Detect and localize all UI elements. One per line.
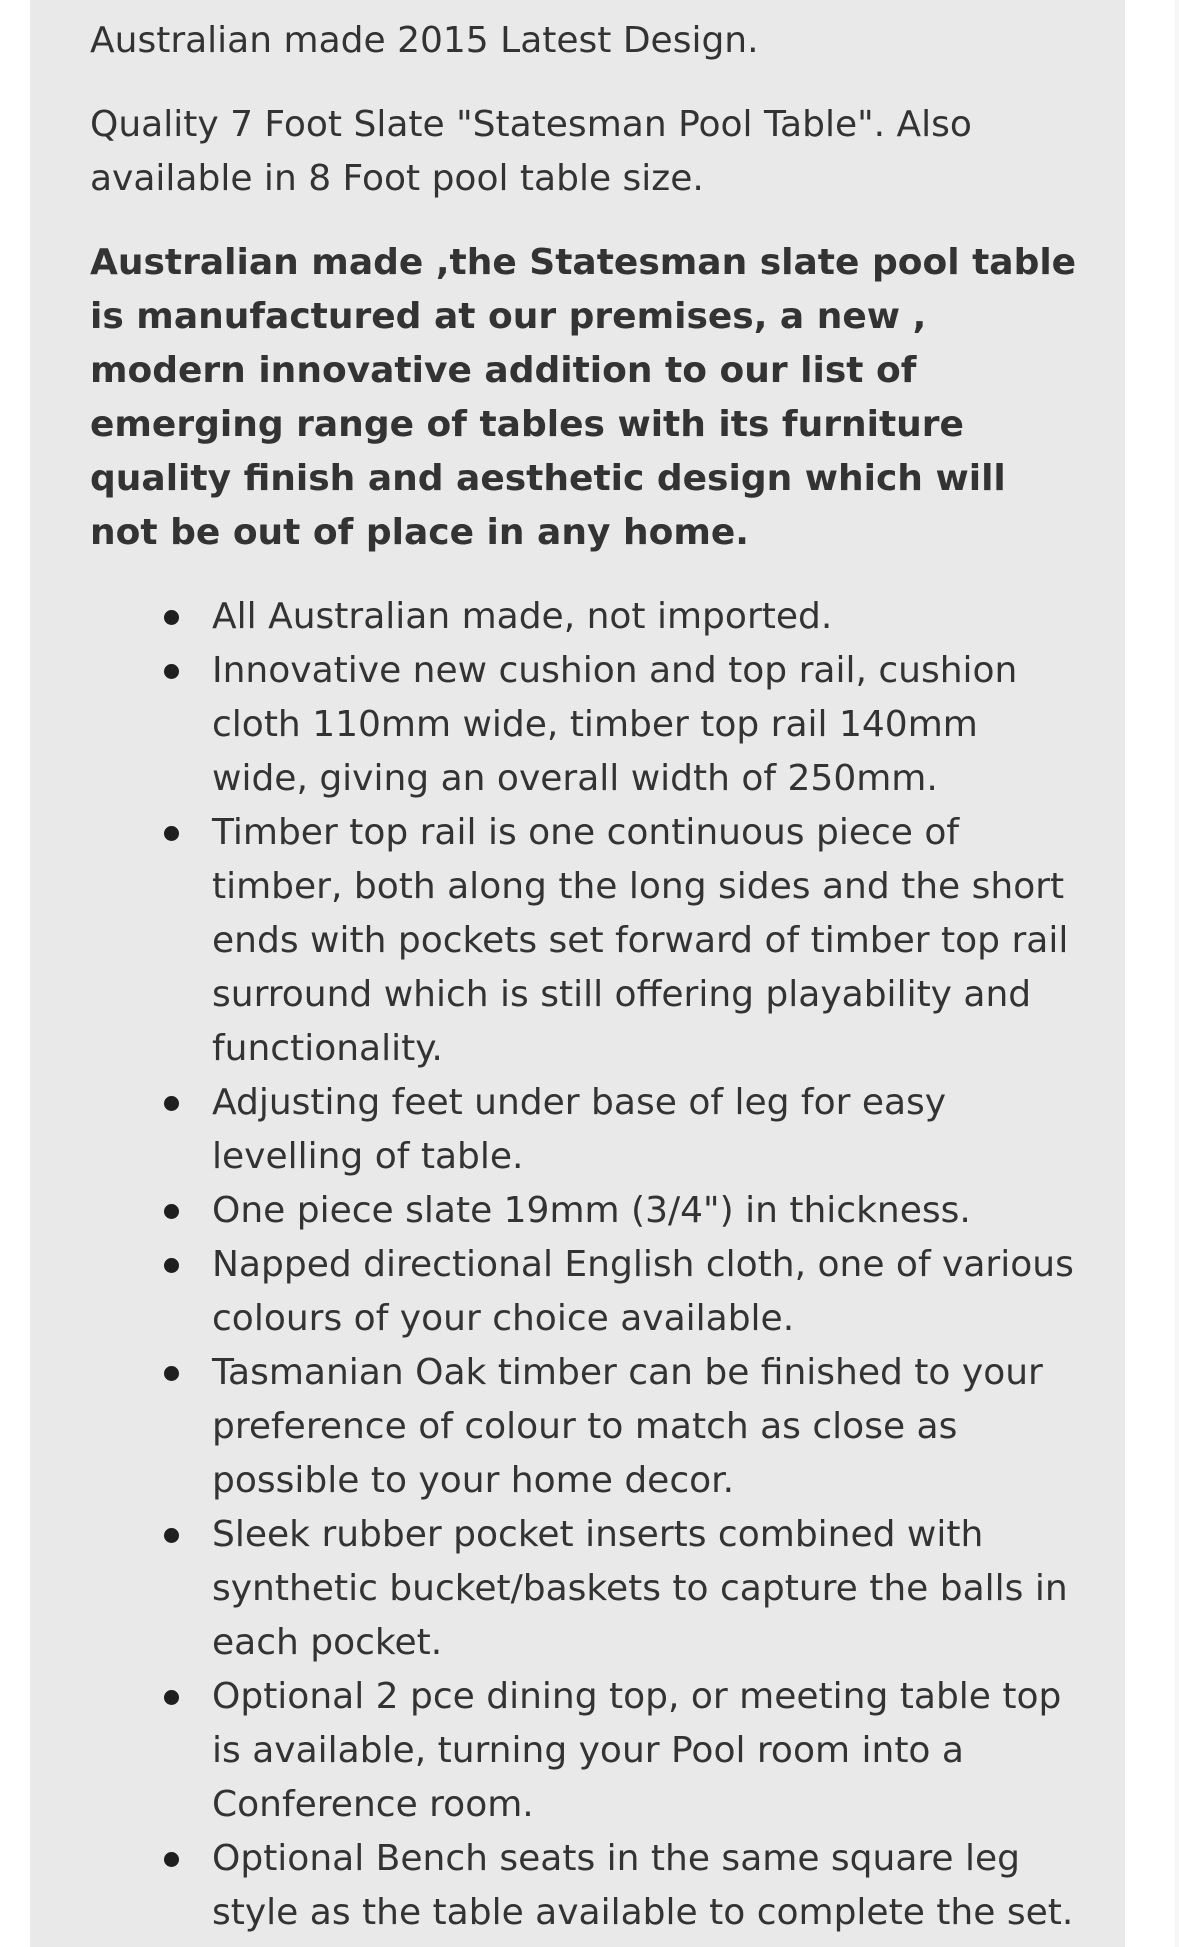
list-item [212,1670,1080,1832]
scrollbar-edge[interactable] [1175,0,1179,1947]
feature-list [90,590,1080,1940]
bullet-icon [164,1204,179,1219]
list-item-text: Optional 2 pce dining top, or meeting table top is available, turning your Pool room into a Conference room. [212,1676,1062,1825]
list-item [212,806,1080,1076]
bullet-icon [164,1528,179,1543]
bullet-icon [164,664,179,679]
list-item-text: Innovative new cushion and top rail, cushion cloth 110mm wide, timber top rail 140mm wide, giving an overall width of 250mm. [212,650,1018,799]
list-item-text: One piece slate 19mm (3/4") in thickness. [212,1190,971,1231]
list-item [212,1508,1080,1670]
list-item-text: Optional Bench seats in the same square leg style as the table available to complete the set. [212,1838,1074,1933]
bullet-icon [164,1258,179,1273]
quality-text: Quality 7 Foot Slate "Statesman Pool Table". Also available in 8 Foot pool table size. [90,104,972,199]
list-item [212,590,1080,644]
bullet-icon [164,1096,179,1111]
list-item-text: All Australian made, not imported. [212,596,833,637]
bullet-icon [164,1366,179,1381]
list-item-text: Sleek rubber pocket inserts combined with synthetic bucket/baskets to capture the balls in each pocket. [212,1514,1068,1663]
list-item [212,1238,1080,1346]
list-item [212,1076,1080,1184]
bullet-icon [164,610,179,625]
list-item-text: Adjusting feet under base of leg for easy levelling of table. [212,1082,947,1177]
bold-statement: Australian made ,the Statesman slate pool table is manufactured at our premises, a new , modern innovative addition to our list of emerging range of tables with its furniture quality finish and aesthetic design which will not be out of place in any home. [90,242,1077,553]
bullet-icon [164,826,179,841]
intro-text: Australian made 2015 Latest Design. [90,20,759,61]
list-item [212,1832,1080,1940]
list-item [212,1346,1080,1508]
list-item-text: Timber top rail is one continuous piece of timber, both along the long sides and the short ends with pockets set forward of timber top rail surround which is still offering playability and functionality. [212,812,1069,1069]
product-description [90,14,1080,1940]
list-item [212,644,1080,806]
bullet-icon [164,1690,179,1705]
list-item-text: Tasmanian Oak timber can be finished to your preference of colour to match as close as possible to your home decor. [212,1352,1043,1501]
bullet-icon [164,1852,179,1867]
list-item [212,1184,1080,1238]
list-item-text: Napped directional English cloth, one of various colours of your choice available. [212,1244,1074,1339]
